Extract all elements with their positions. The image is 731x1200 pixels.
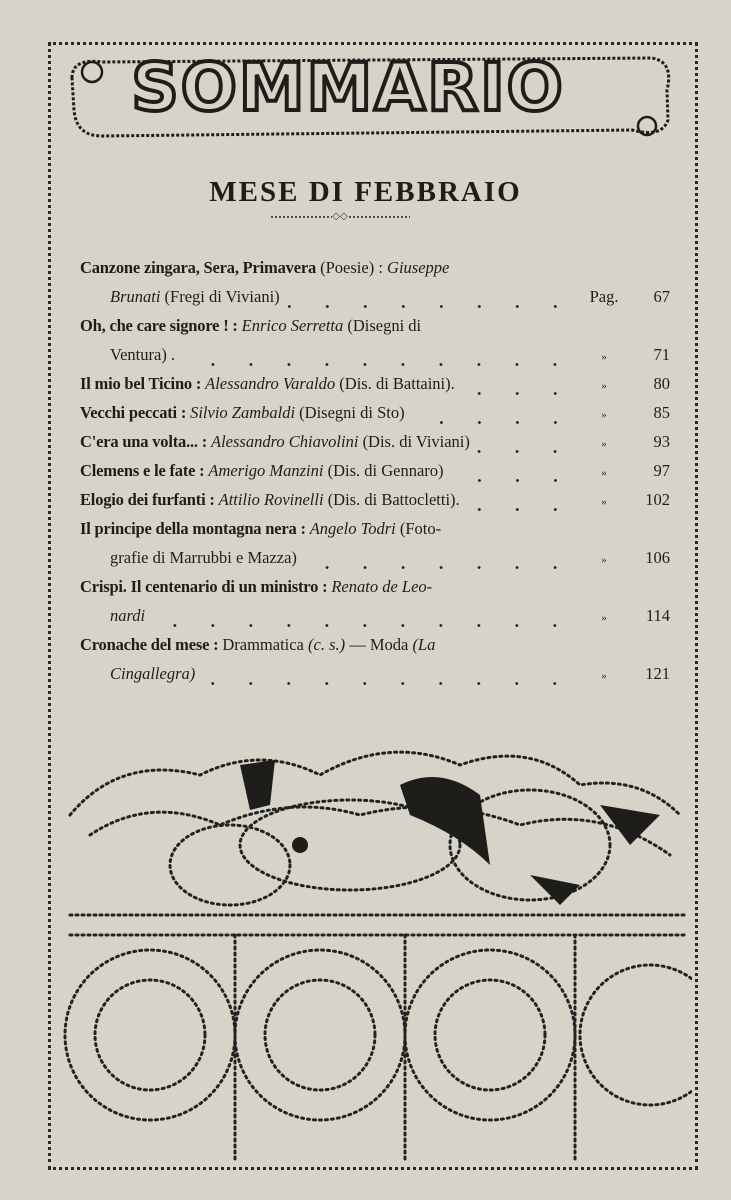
toc-line (80, 606, 670, 635)
page-number: 67 (653, 287, 670, 306)
toc-line (80, 316, 670, 345)
toc-line (80, 258, 670, 287)
dot-leader (466, 508, 574, 511)
article-title: C'era una volta... : (80, 432, 211, 451)
page-prefix: » (601, 670, 607, 682)
credit-text: (Foto- (395, 519, 442, 538)
toc-line (80, 287, 670, 316)
page-number: 80 (653, 374, 670, 393)
entry-text (110, 345, 175, 365)
page-prefix: Pag. (589, 287, 619, 306)
page-number: 121 (645, 664, 670, 683)
entry-text (80, 577, 432, 597)
page-prefix: » (601, 438, 607, 450)
author-name: Cingallegra) (110, 664, 196, 683)
page-prefix: » (601, 496, 607, 508)
dot-leader (201, 682, 574, 685)
page-prefix: » (601, 380, 607, 392)
toc-entry (80, 490, 670, 519)
credit-text: (Dis. di Battocletti). (323, 490, 460, 509)
page-number: 85 (653, 403, 670, 422)
author-name: Giuseppe (387, 258, 450, 277)
page-prefix: » (601, 409, 607, 421)
author-name: Brunati (110, 287, 161, 306)
toc-entry (80, 635, 670, 693)
page-number: 97 (653, 461, 670, 480)
toc-line (80, 519, 670, 548)
entry-text (80, 403, 405, 423)
page-number: 114 (645, 606, 670, 625)
article-title: Vecchi peccati : (80, 403, 191, 422)
toc-line (80, 577, 670, 606)
entry-text (110, 548, 297, 568)
article-title: Oh, che care signore ! : (80, 316, 242, 335)
toc-line (80, 635, 670, 664)
entry-text (80, 635, 435, 655)
credit-text: (Disegni di Sto) (295, 403, 405, 422)
page-number: 71 (653, 345, 670, 364)
author-name: Angelo Todri (309, 519, 396, 538)
credit-text: (Disegni di (343, 316, 422, 335)
toc-entry (80, 374, 670, 403)
credit-text: Drammatica (222, 635, 309, 654)
toc-entry (80, 316, 670, 374)
toc-entry (80, 258, 670, 316)
page-prefix: » (601, 554, 607, 566)
credit-text: (Fregi di Viviani) (160, 287, 280, 306)
page-number: 93 (653, 432, 670, 451)
toc-entry (80, 432, 670, 461)
entry-text (80, 432, 470, 452)
decorative-illustration (60, 735, 692, 1165)
toc-line (80, 345, 670, 374)
author-name: Amerigo Manzini (208, 461, 324, 480)
credit-text: grafie di Marrubbi e Mazza) (110, 548, 297, 567)
author-name: Silvio Zambaldi (190, 403, 296, 422)
entry-text (80, 316, 421, 336)
toc-line (80, 374, 670, 403)
toc-line (80, 461, 670, 490)
dot-leader (450, 479, 574, 482)
entry-text (80, 490, 460, 510)
page-prefix: » (601, 612, 607, 624)
author-name: nardi (110, 606, 146, 625)
author-name: (La (412, 635, 436, 654)
author-name: Attilio Rovinelli (218, 490, 324, 509)
entry-text (110, 287, 280, 307)
author-name: Renato de Leo- (331, 577, 433, 596)
entry-text (80, 461, 444, 481)
toc-entry (80, 403, 670, 432)
toc-line (80, 403, 670, 432)
toc-entry (80, 519, 670, 577)
article-title: Crispi. Il centenario di un ministro : (80, 577, 332, 596)
author-name: Alessandro Varaldo (205, 374, 336, 393)
toc-entry (80, 577, 670, 635)
entry-text (110, 606, 145, 626)
page-number: 106 (645, 548, 670, 567)
entry-text (110, 664, 195, 684)
toc-entry (80, 461, 670, 490)
page-prefix: » (601, 351, 607, 363)
dot-leader (411, 421, 574, 424)
ornamental-drawing-icon (60, 735, 692, 1165)
toc-line (80, 432, 670, 461)
credit-text: (Dis. di Viviani) (358, 432, 470, 451)
banner-title: SOMMARIO (131, 49, 565, 126)
toc-line (80, 664, 670, 693)
article-title: Il mio bel Ticino : (80, 374, 206, 393)
dot-leader (476, 450, 574, 453)
toc-line (80, 490, 670, 519)
credit-text: (Dis. di Battaini). (335, 374, 455, 393)
article-title: Clemens e le fate : (80, 461, 209, 480)
credit-text: — Moda (345, 635, 413, 654)
article-title: Canzone zingara, Sera, Primavera (80, 258, 317, 277)
page-number: 102 (645, 490, 670, 509)
table-of-contents (80, 258, 670, 693)
page-prefix: » (601, 467, 607, 479)
dot-leader (181, 363, 574, 366)
dot-leader (151, 624, 574, 627)
author-name: (c. s.) (308, 635, 346, 654)
author-name: Enrico Serretta (241, 316, 344, 335)
month-heading: MESE DI FEBBRAIO (209, 176, 522, 208)
entry-text (80, 374, 455, 394)
entry-text (80, 519, 441, 539)
author-name: Alessandro Chiavolini (211, 432, 359, 451)
article-title: Elogio dei furfanti : (80, 490, 219, 509)
dot-leader (461, 392, 574, 395)
article-title: Cronache del mese : (80, 635, 223, 654)
article-title: Il principe della montagna nera : (80, 519, 310, 538)
toc-line (80, 548, 670, 577)
dot-leader (303, 566, 574, 569)
dot-leader (286, 305, 574, 308)
ornament-divider: ◇◇ (255, 212, 425, 222)
credit-text: (Dis. di Gennaro) (323, 461, 444, 480)
entry-text (80, 258, 449, 278)
credit-text: (Poesie) : (316, 258, 388, 277)
credit-text: Ventura) . (110, 345, 176, 364)
